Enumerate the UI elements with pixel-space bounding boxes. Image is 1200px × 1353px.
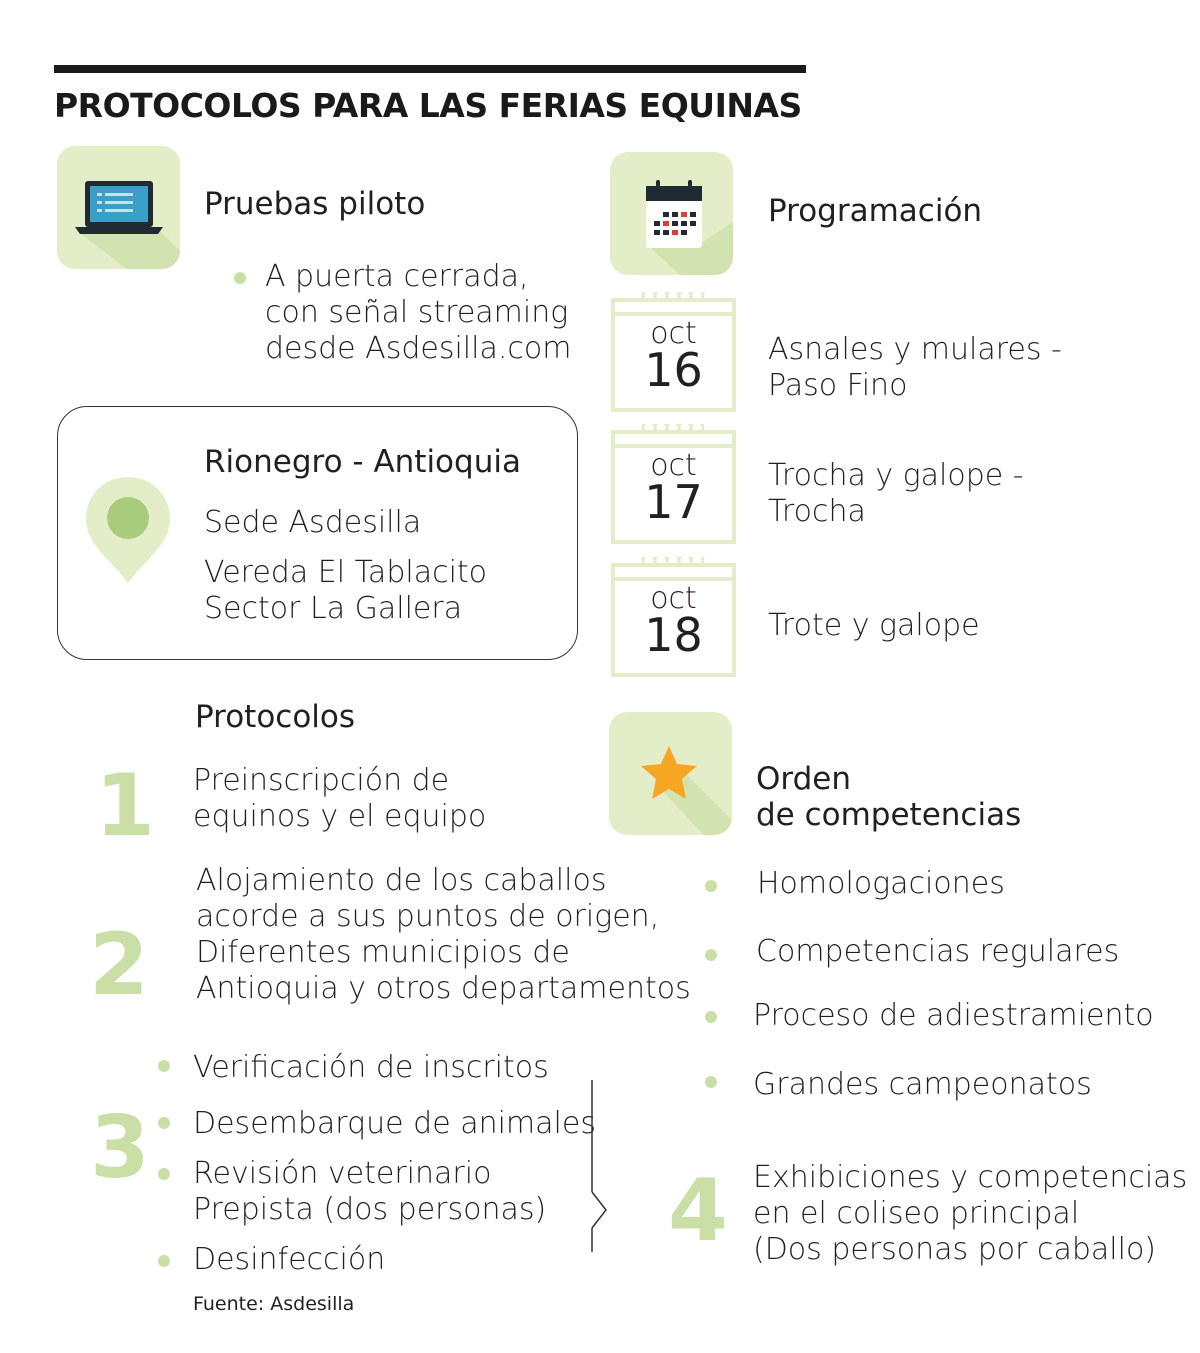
orden-item: Competencias regulares [756, 934, 1120, 969]
pruebas-line-1: A puerta cerrada, [265, 259, 529, 294]
orden-heading: Orden [756, 761, 851, 797]
location-line-3: Sector La Gallera [204, 591, 463, 626]
map-pin-icon [84, 475, 172, 587]
step-number: 4 [668, 1161, 728, 1261]
pruebas-line-3: desde Asdesilla.com [265, 331, 572, 366]
bullet-dot [158, 1117, 170, 1129]
programacion-heading: Programación [768, 193, 983, 229]
laptop-icon [57, 146, 180, 269]
orden-item: Homologaciones [757, 866, 1005, 901]
calendar-day: 17 [644, 475, 703, 529]
step-bullet: Verificación de inscritos [193, 1050, 549, 1085]
step-bullet: Desinfección [193, 1242, 386, 1277]
protocolos-heading: Protocolos [195, 699, 356, 735]
step-line: Alojamiento de los caballos [196, 863, 607, 898]
calendar-date [611, 424, 736, 544]
pruebas-line-2: con señal streaming [265, 295, 569, 330]
programacion-event: Paso Fino [768, 368, 908, 403]
bullet-dot [705, 949, 717, 961]
bracket-divider [588, 1078, 612, 1254]
page-title: PROTOCOLOS PARA LAS FERIAS EQUINAS [54, 86, 802, 125]
step-line: equinos y el equipo [193, 799, 487, 834]
step-bullet: Desembarque de animales [193, 1106, 596, 1141]
step-line: (Dos personas por caballo) [753, 1232, 1157, 1267]
step-number: 2 [89, 915, 149, 1015]
programacion-event: Trocha y galope - [768, 458, 1024, 493]
step-number: 1 [95, 756, 155, 856]
orden-item: Proceso de adiestramiento [753, 998, 1154, 1033]
calendar-icon [610, 152, 733, 275]
calendar-month: oct [650, 581, 697, 616]
programacion-event: Trocha [768, 494, 866, 529]
calendar-date [611, 557, 736, 677]
step-line: Antioquia y otros departamentos [196, 971, 691, 1006]
star-icon [609, 712, 732, 835]
calendar-month: oct [650, 448, 697, 483]
calendar-day: 16 [644, 343, 703, 397]
bullet-dot [158, 1168, 170, 1180]
calendar-day: 18 [644, 608, 703, 662]
orden-item: Grandes campeonatos [753, 1067, 1092, 1102]
bullet-dot [705, 1076, 717, 1088]
bullet-dot [158, 1255, 170, 1267]
step-line: Exhibiciones y competencias [753, 1160, 1188, 1195]
step-line: acorde a sus puntos de origen, [196, 899, 660, 934]
pruebas-heading: Pruebas piloto [204, 186, 426, 222]
step-bullet: Prepista (dos personas) [193, 1192, 547, 1227]
calendar-month: oct [650, 316, 697, 351]
step-line: en el coliseo principal [753, 1196, 1080, 1231]
location-heading: Rionegro - Antioquia [204, 444, 521, 480]
bullet-dot [705, 880, 717, 892]
programacion-event: Asnales y mulares - [768, 332, 1062, 367]
location-line-2: Vereda El Tablacito [204, 555, 488, 590]
title-rule [54, 65, 806, 73]
location-line-1: Sede Asdesilla [204, 505, 422, 540]
step-number: 3 [90, 1098, 150, 1198]
bullet-dot [234, 272, 246, 284]
source-note: Fuente: Asdesilla [193, 1293, 355, 1315]
step-line: Preinscripción de [193, 763, 450, 798]
calendar-date [611, 292, 736, 412]
bullet-dot [158, 1060, 170, 1072]
step-line: Diferentes municipios de [196, 935, 570, 970]
step-bullet: Revisión veterinario [193, 1156, 492, 1191]
bullet-dot [705, 1011, 717, 1023]
programacion-event: Trote y galope [768, 608, 980, 643]
orden-heading: de competencias [756, 797, 1022, 833]
